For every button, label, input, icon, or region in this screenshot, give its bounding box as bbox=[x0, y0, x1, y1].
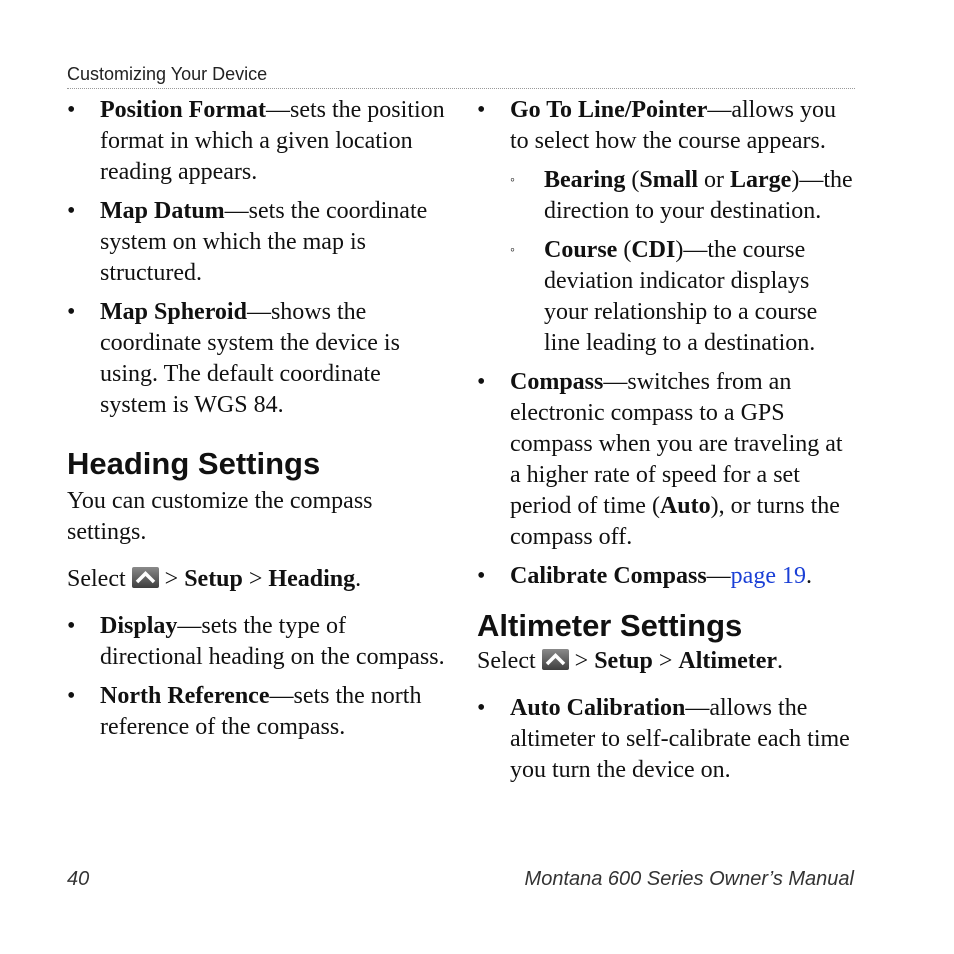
option-or: or bbox=[698, 167, 731, 193]
path-setup: Setup bbox=[184, 566, 243, 592]
term-north-reference: North Reference bbox=[100, 683, 270, 709]
desc-map-spheroid: —shows the coordinate system the device is using. The default coordinate system is WGS 84. bbox=[100, 299, 400, 418]
page-number: 40 bbox=[67, 868, 90, 890]
option-large: Large bbox=[730, 167, 792, 193]
desc-bearing: )—the direction to your destination. bbox=[544, 167, 853, 224]
sub-bullet: ◦ bbox=[510, 243, 515, 258]
path-separator: > bbox=[574, 648, 589, 674]
term-map-spheroid: Map Spheroid bbox=[100, 299, 247, 325]
desc-north-reference: —sets the north reference of the compass. bbox=[100, 683, 422, 740]
list-item-auto-calibration bbox=[477, 693, 857, 786]
bullet: • bbox=[477, 695, 486, 721]
list-item-compass bbox=[477, 367, 857, 553]
path-altimeter: Altimeter bbox=[678, 648, 778, 674]
term-map-datum: Map Datum bbox=[100, 198, 225, 224]
manual-title: Montana 600 Series Owner’s Manual bbox=[524, 868, 854, 890]
page-19-link[interactable]: page 19 bbox=[730, 563, 806, 589]
heading-settings-title: Heading Settings bbox=[67, 446, 321, 481]
bullet: • bbox=[67, 613, 76, 639]
altimeter-settings-title: Altimeter Settings bbox=[477, 608, 743, 643]
list-item-north-reference bbox=[67, 681, 452, 743]
desc-position-format: —sets the position format in which a given location reading appears. bbox=[100, 97, 445, 185]
desc-go-to-line: —allows you to select how the course appears. bbox=[510, 97, 837, 154]
option-cdi: CDI bbox=[631, 237, 676, 263]
altimeter-select-path bbox=[477, 646, 857, 677]
home-icon bbox=[542, 649, 569, 670]
list-item-display bbox=[67, 611, 452, 673]
select-label: Select bbox=[477, 648, 536, 674]
path-separator: > bbox=[164, 566, 179, 592]
path-end: . bbox=[355, 566, 362, 592]
term-course: Course bbox=[544, 237, 618, 263]
bullet: • bbox=[477, 369, 486, 395]
sub-item-course bbox=[477, 235, 857, 359]
paren-open: ( bbox=[625, 167, 640, 193]
list-item-position-format bbox=[67, 95, 452, 188]
header-rule bbox=[67, 88, 855, 89]
path-separator: > bbox=[248, 566, 263, 592]
right-column bbox=[477, 95, 857, 794]
term-calibrate-compass: Calibrate Compass bbox=[510, 563, 707, 589]
bullet: • bbox=[67, 198, 76, 224]
paren-open: ( bbox=[617, 237, 632, 263]
option-small: Small bbox=[639, 167, 699, 193]
term-go-to-line: Go To Line/Pointer bbox=[510, 97, 708, 123]
desc-map-datum: —sets the coordinate system on which the map is structured. bbox=[100, 198, 428, 286]
bullet: • bbox=[67, 299, 76, 325]
desc-display: —sets the type of directional heading on the compass. bbox=[100, 613, 445, 670]
list-item-map-datum bbox=[67, 196, 452, 289]
heading-intro: You can customize the compass settings. bbox=[67, 488, 373, 545]
dash: — bbox=[706, 563, 731, 589]
list-item-calibrate-compass bbox=[477, 561, 857, 592]
term-display: Display bbox=[100, 613, 178, 639]
bullet: • bbox=[477, 97, 486, 123]
desc-course: )—the course deviation indicator displays your relationship to a course line leading to a destination. bbox=[544, 237, 818, 356]
left-column bbox=[67, 95, 452, 751]
path-heading: Heading bbox=[268, 566, 356, 592]
term-compass: Compass bbox=[510, 369, 604, 395]
desc-auto-calibration: —allows the altimeter to self-calibrate each time you turn the device on. bbox=[510, 695, 850, 783]
list-item-go-to-line bbox=[477, 95, 857, 157]
sub-item-bearing bbox=[477, 165, 857, 227]
path-separator: > bbox=[658, 648, 673, 674]
bullet: • bbox=[477, 563, 486, 589]
period: . bbox=[805, 563, 812, 589]
list-item-map-spheroid bbox=[67, 297, 452, 421]
bullet: • bbox=[67, 683, 76, 709]
home-icon bbox=[132, 567, 159, 588]
bullet: • bbox=[67, 97, 76, 123]
option-auto: Auto bbox=[659, 493, 711, 519]
desc-compass-2: ), or turns the compass off. bbox=[510, 493, 840, 550]
path-end: . bbox=[777, 648, 784, 674]
running-header: Customizing Your Device bbox=[67, 64, 268, 84]
sub-bullet: ◦ bbox=[510, 173, 515, 188]
desc-compass-1: —switches from an electronic compass to a GPS compass when you are traveling at a higher rate of speed for a set period of time ( bbox=[510, 369, 843, 519]
term-position-format: Position Format bbox=[100, 97, 266, 123]
path-setup: Setup bbox=[594, 648, 653, 674]
heading-select-path bbox=[67, 564, 452, 595]
term-bearing: Bearing bbox=[544, 167, 626, 193]
term-auto-calibration: Auto Calibration bbox=[510, 695, 686, 721]
select-label: Select bbox=[67, 566, 126, 592]
